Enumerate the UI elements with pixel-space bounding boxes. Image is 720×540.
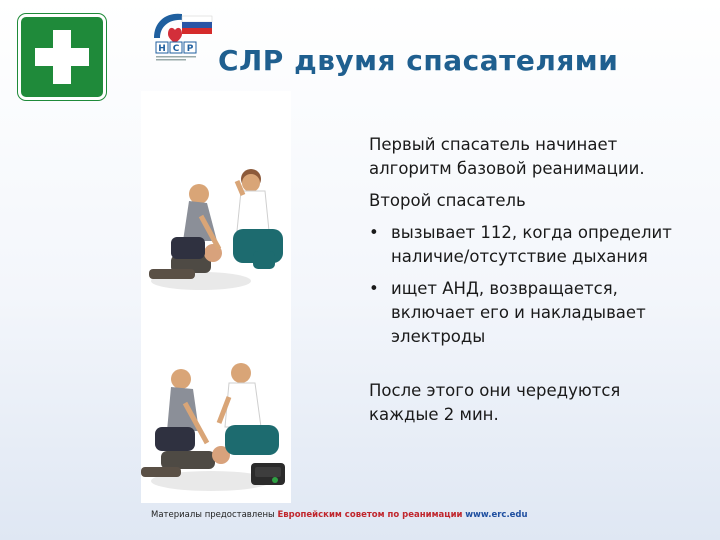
paragraph-second-rescuer: Второй спасатель bbox=[369, 191, 526, 210]
scene-top-image bbox=[149, 169, 283, 290]
scene-bottom-image bbox=[141, 363, 285, 491]
logo-letter-3: Р bbox=[186, 44, 194, 54]
footer-url-link[interactable]: www.erc.edu bbox=[465, 510, 528, 520]
paragraph-alternation: После этого они чередуются каждые 2 мин. bbox=[369, 381, 621, 424]
nsr-logo bbox=[148, 8, 216, 62]
list-item bbox=[369, 221, 689, 269]
footer-council: Европейским советом по реанимации bbox=[277, 510, 463, 520]
footer-prefix: Материалы предоставлены bbox=[151, 510, 275, 520]
slide-body bbox=[369, 133, 689, 435]
cpr-illustration bbox=[141, 91, 291, 503]
list-item-text: вызывает 112, когда определит наличие/отсутствие дыхания bbox=[391, 223, 672, 266]
footer-credit bbox=[151, 510, 528, 520]
bullet-marker: • bbox=[369, 279, 379, 298]
slide-title: СЛР двумя спасателями bbox=[218, 44, 619, 77]
first-aid-cross-icon bbox=[18, 14, 106, 100]
logo-letter-2: С bbox=[172, 44, 180, 54]
bullet-marker: • bbox=[369, 223, 379, 242]
list-item bbox=[369, 277, 689, 349]
bullet-list bbox=[369, 221, 689, 349]
list-item-text: ищет АНД, возвращается, включает его и накладывает электроды bbox=[391, 279, 646, 346]
logo-letter-1: Н bbox=[158, 44, 166, 54]
paragraph-first-rescuer: Первый спасатель начинает алгоритм базовой реанимации. bbox=[369, 135, 645, 178]
